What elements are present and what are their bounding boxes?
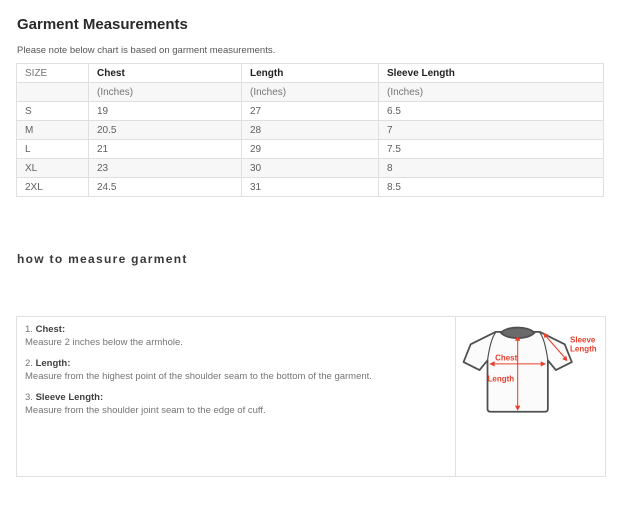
table-cell: 23	[89, 159, 242, 178]
step-label: Sleeve Length:	[35, 392, 104, 403]
table-cell: 27	[242, 102, 379, 121]
step-description: Measure from the highest point of the shoulder seam to the bottom of the garment.	[25, 371, 372, 382]
step-description: Measure from the shoulder joint seam to the edge of cuff.	[25, 405, 266, 416]
sleeve-length-label-line1: Sleeve	[569, 335, 595, 345]
table-cell: 8.5	[379, 178, 604, 197]
table-cell: S	[17, 102, 89, 121]
note-text: Please note below chart is based on garment measurements.	[17, 45, 276, 56]
units-row	[17, 83, 604, 102]
column-header-chest: Chest	[89, 64, 242, 83]
sleeve-length-label-line2: Length	[569, 344, 597, 354]
table-row-m	[17, 121, 604, 140]
step-chest	[25, 324, 445, 349]
how-to-measure-heading: how to measure garment	[17, 252, 188, 266]
instructions-text-column	[17, 317, 456, 476]
step-sleeve-length	[25, 392, 445, 417]
table-cell: 2XL	[17, 178, 89, 197]
step-number: 2.	[25, 358, 33, 369]
table-cell: 20.5	[89, 121, 242, 140]
table-cell: 7	[379, 121, 604, 140]
table-cell	[17, 83, 89, 102]
step-description: Measure 2 inches below the armhole.	[25, 337, 183, 348]
size-table-header-row	[17, 64, 604, 83]
column-header-sleeve: Sleeve Length	[379, 64, 604, 83]
step-title	[25, 358, 445, 370]
instructions-panel	[16, 316, 606, 477]
table-row-s	[17, 102, 604, 121]
table-row-l	[17, 140, 604, 159]
column-header-length: Length	[242, 64, 379, 83]
table-cell: XL	[17, 159, 89, 178]
table-cell: 31	[242, 178, 379, 197]
table-cell: M	[17, 121, 89, 140]
step-title	[25, 324, 445, 336]
table-row-xl	[17, 159, 604, 178]
table-cell: 7.5	[379, 140, 604, 159]
table-cell: L	[17, 140, 89, 159]
size-table	[16, 63, 604, 197]
table-cell: 24.5	[89, 178, 242, 197]
step-number: 1.	[25, 324, 33, 335]
chest-label: Chest	[494, 353, 517, 363]
table-row-2xl	[17, 178, 604, 197]
step-number: 3.	[25, 392, 33, 403]
step-length	[25, 358, 445, 383]
table-cell: 8	[379, 159, 604, 178]
table-cell: 19	[89, 102, 242, 121]
tshirt-diagram	[460, 321, 602, 428]
garment-measurements-page	[0, 16, 625, 477]
table-cell: 6.5	[379, 102, 604, 121]
table-cell: (Inches)	[89, 83, 242, 102]
step-label: Chest:	[35, 324, 66, 335]
column-header-size: SIZE	[17, 64, 89, 83]
page-title: Garment Measurements	[17, 16, 188, 33]
length-label: Length	[487, 374, 514, 384]
table-cell: (Inches)	[379, 83, 604, 102]
table-cell: (Inches)	[242, 83, 379, 102]
table-cell: 30	[242, 159, 379, 178]
table-cell: 28	[242, 121, 379, 140]
step-label: Length:	[35, 358, 71, 369]
diagram-column	[456, 317, 605, 476]
table-cell: 21	[89, 140, 242, 159]
step-title	[25, 392, 445, 404]
table-cell: 29	[242, 140, 379, 159]
